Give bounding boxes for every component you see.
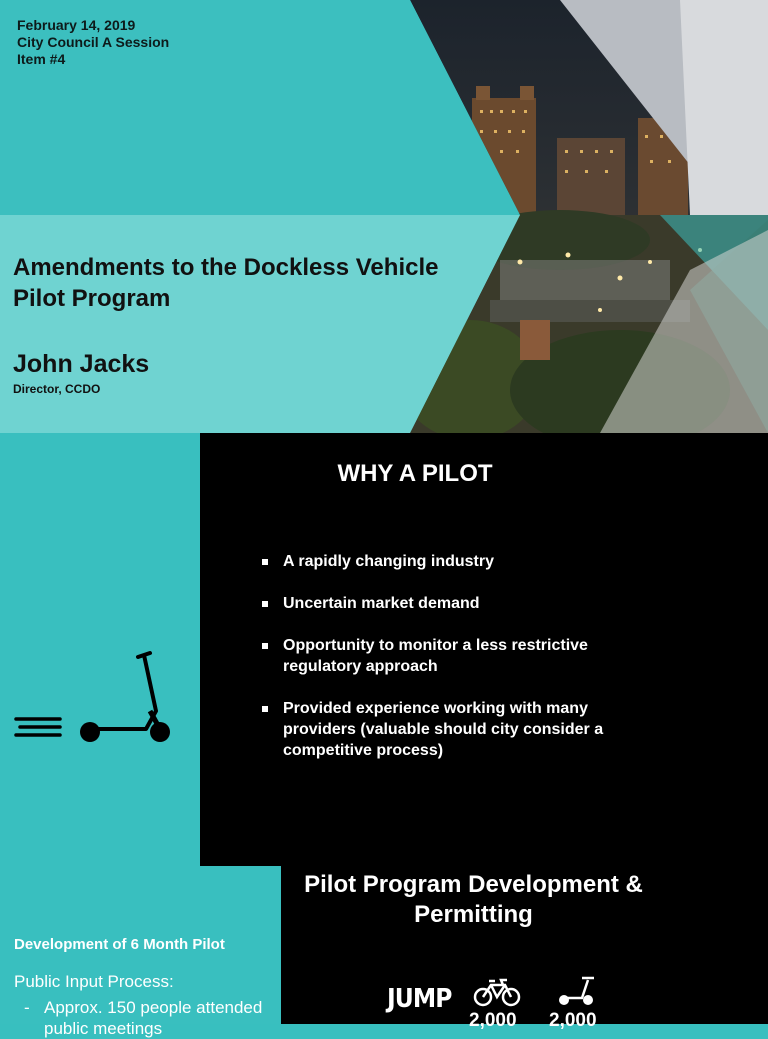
scooter-count: 2,000 xyxy=(549,1010,597,1031)
bullet-text: Opportunity to monitor a less restrictive xyxy=(283,637,588,654)
slide-title: WHY A PILOT xyxy=(337,460,493,487)
presenter-role: Director, CCDO xyxy=(13,382,101,396)
title-slide xyxy=(0,0,768,433)
list-item-text: Approx. 150 people attended xyxy=(44,998,263,1017)
scooter-icon xyxy=(14,649,174,749)
title-line: Pilot Program xyxy=(13,285,171,312)
presentation-title xyxy=(13,252,483,314)
bullet-icon xyxy=(262,643,268,649)
bullet-text: A rapidly changing industry xyxy=(283,553,494,570)
bullet-text: regulatory approach xyxy=(283,658,438,675)
bullet-text: providers (valuable should city consider a xyxy=(283,721,604,738)
list-item xyxy=(262,635,662,677)
bullet-icon xyxy=(262,559,268,565)
list-item xyxy=(262,698,662,761)
scooter-icon xyxy=(556,974,596,1008)
bullet-icon xyxy=(262,706,268,712)
title-line: Permitting xyxy=(414,901,533,928)
list-item xyxy=(262,593,662,614)
bullet-text: Provided experience working with many xyxy=(283,700,588,717)
meeting-session: City Council A Session xyxy=(17,34,170,50)
presenter-name: John Jacks xyxy=(13,350,150,378)
slide-title xyxy=(281,870,666,930)
title-line: Amendments to the Dockless Vehicle xyxy=(13,254,439,281)
bicycle-icon xyxy=(473,977,521,1007)
bullet-list xyxy=(262,551,662,782)
pilot-development-slide xyxy=(0,866,768,1038)
section-heading: Development of 6 Month Pilot xyxy=(14,936,225,953)
why-pilot-slide xyxy=(0,433,768,866)
bullet-text: Uncertain market demand xyxy=(283,595,480,612)
meeting-date: February 14, 2019 xyxy=(17,17,136,33)
bullet-text: competitive process) xyxy=(283,742,444,759)
title-line: Pilot Program Development & xyxy=(304,871,643,898)
jump-logo: JUMP xyxy=(387,984,452,1014)
bike-count: 2,000 xyxy=(469,1010,517,1031)
list-item-text: public meetings xyxy=(44,1019,163,1038)
public-input-label: Public Input Process: xyxy=(14,972,174,991)
bullet-icon xyxy=(262,601,268,607)
list-item xyxy=(262,551,662,572)
agenda-item: Item #4 xyxy=(17,51,66,67)
dash-bullet: - xyxy=(24,998,30,1017)
